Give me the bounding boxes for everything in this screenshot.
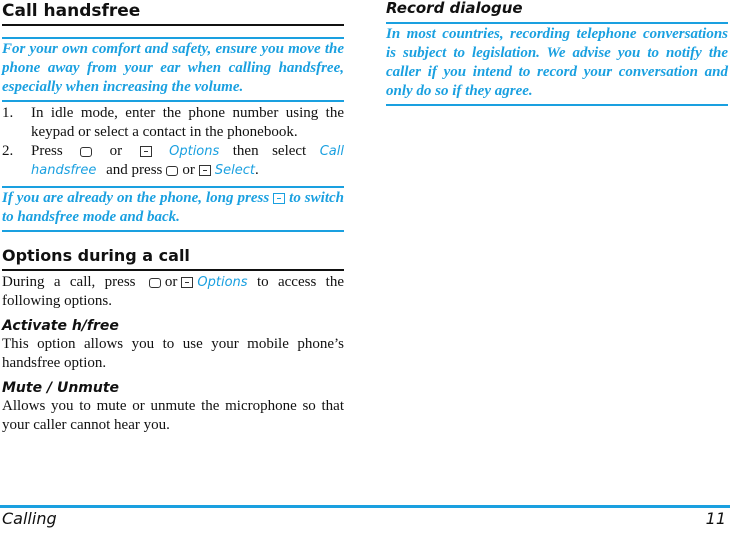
- record-note: In most countries, recording telephone conversations is subject to legislation. We advise you to notify the caller if you intend to record your conversation and only do so if they agree.: [386, 22, 728, 106]
- options-title: Options during a call: [2, 245, 344, 271]
- page-number: 11: [705, 509, 726, 528]
- safety-note: For your own comfort and safety, ensure you move the phone away from your ear when calling handsfree, especially when increasing the volume.: [2, 37, 344, 102]
- ok-key-icon: [149, 278, 161, 288]
- ok-key-icon: [166, 166, 178, 176]
- handsfree-tip: If you are already on the phone, long press to switch to handsfree mode and back.: [2, 186, 344, 232]
- option-text: This option allows you to use your mobile phone’s handsfree option.: [2, 336, 344, 371]
- left-softkey-icon: [199, 165, 211, 176]
- step-1: 1. In idle mode, enter the phone number using the keypad or select a contact in the phonebook.: [2, 105, 344, 140]
- footer-section: Calling: [2, 509, 57, 528]
- steps-list: [2, 104, 344, 180]
- left-column: [2, 0, 344, 435]
- left-softkey-icon: [140, 146, 152, 157]
- right-column: [386, 0, 728, 106]
- section-title: Call handsfree: [2, 0, 344, 26]
- option-text: Allows you to mute or unmute the microphone so that your caller cannot hear you.: [2, 398, 344, 433]
- option-title: Mute / Unmute: [2, 380, 120, 396]
- footer-rule: [0, 505, 730, 508]
- left-softkey-icon: [181, 277, 193, 288]
- step-2: 2. Press or Options then select Call handsfree and press or Select.: [2, 143, 344, 178]
- record-title: Record dialogue: [386, 0, 523, 17]
- left-softkey-icon: [273, 193, 285, 204]
- option-title: Activate h/free: [2, 318, 119, 334]
- ok-key-icon: [80, 147, 92, 157]
- options-intro: During a call, press or Options to access the following options.: [2, 274, 344, 309]
